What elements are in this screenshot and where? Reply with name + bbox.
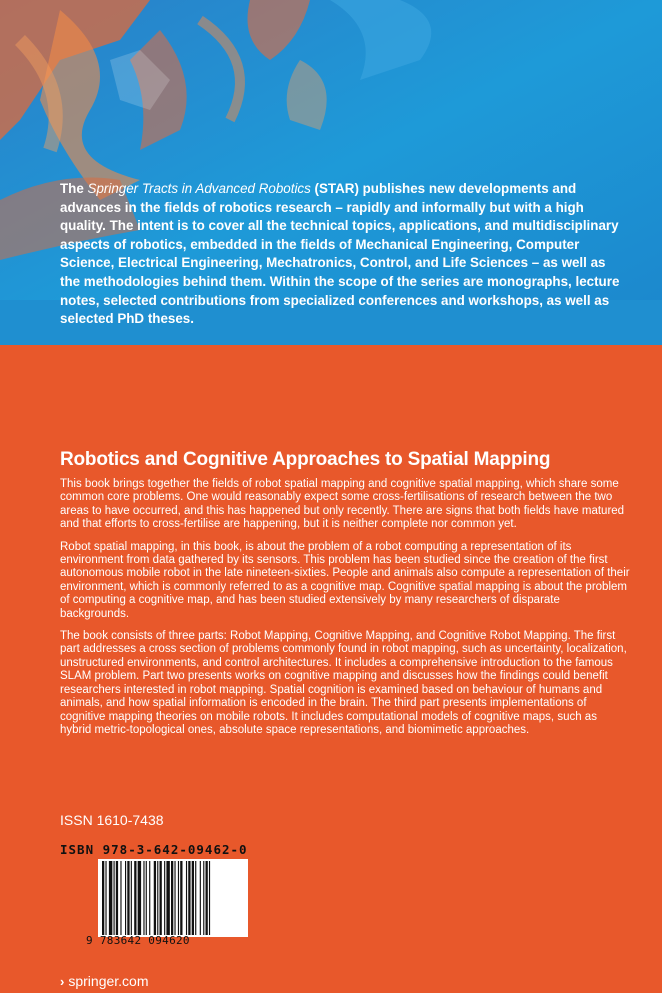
blurb-paragraph-1: This book brings together the fields of robot spatial mapping and cognitive spatial mapping, which share some common core problems. One would reasonably expect some cross-fertilisations of research between the two areas to have occurred, and this has happened but only recently. There are signs that both fields have matured and that efforts to cross-fertilise are happening, but it is neither complete nor common yet. <box>60 478 625 531</box>
blurb-paragraph-2: Robot spatial mapping, in this book, is about the problem of a robot computing a representation of its environment from data gathered by its sensors. This problem has been studied since the creation of the first autonomous mobile robot in the late nineteen-sixties. People and animals also compute a representation of their environment, which is commonly referred to as a cognitive map. Cognitive spatial mapping is about the problem of computing a cognitive map, and has been studied extensively by many researchers of disparate backgrounds. <box>60 540 630 620</box>
publisher-url: springer.com <box>68 973 149 989</box>
series-body: (STAR) publishes new developments and advances in the fields of robotics research – rapidly and informally but with a high quality. The intent is to cover all the technical topics, applications, and multidisciplinary aspects of robotics, embedded in the fields of Mechanical Engineering, Computer Science, Electrical Engineering, Mechatronics, Control, and Life Sciences – as well as the methodologies behind them. Within the scope of the series are monographs, lecture notes, selected contributions from specialized conferences and workshops, as well as selected PhD theses. <box>60 181 620 327</box>
barcode-digits: 9 783642 094620 <box>86 934 190 947</box>
barcode-image <box>98 859 248 937</box>
series-description <box>60 180 622 329</box>
book-blurb <box>60 478 630 746</box>
series-name: Springer Tracts in Advanced Robotics <box>87 181 311 196</box>
isbn-label: ISBN 978-3-642-09462-0 <box>60 842 248 857</box>
barcode-block <box>60 842 248 952</box>
blurb-paragraph-3: The book consists of three parts: Robot Mapping, Cognitive Mapping, and Cognitive Robot Mapping. The first part addresses a cross section of problems commonly found in robot mapping, such as uncertainty, localization, unstructured environments, and control architectures. It includes a comprehensive introduction to the famous SLAM problem. Part two presents works on cognitive mapping and discusses how the findings could benefit researchers interested in robot mapping. Spatial cognition is examined based on behaviour of humans and animals, and how spatial information is encoded in the brain. The third part presents implementations of cognitive mapping theories on mobile robots. It includes computational models of cognitive maps, such as hybrid metric-topological ones, absolute space representations, and biomimetic approaches. <box>60 630 627 736</box>
book-title: Robotics and Cognitive Approaches to Spatial Mapping <box>60 449 551 470</box>
chevron-right-icon: › <box>60 973 65 989</box>
issn-label: ISSN 1610-7438 <box>60 812 164 828</box>
series-intro: The <box>60 181 88 196</box>
publisher-link[interactable] <box>60 973 149 989</box>
cover-image-band <box>0 0 662 345</box>
